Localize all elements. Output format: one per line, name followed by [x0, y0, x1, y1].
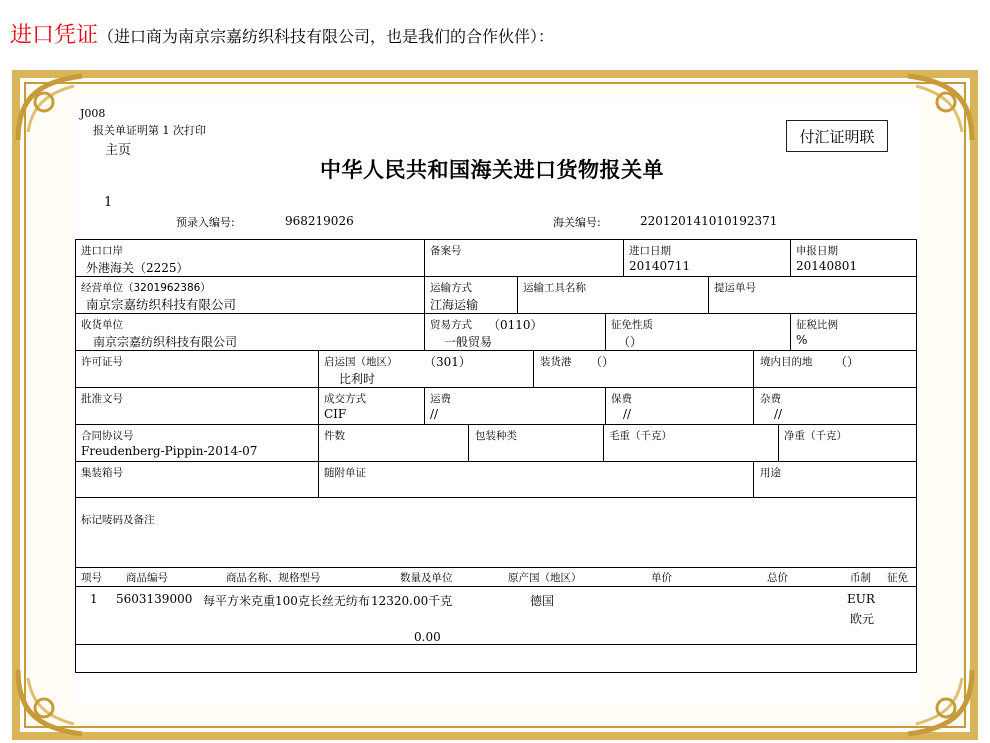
destination-value: （） [835, 355, 860, 369]
goods-sub-quantity: 0.00 [414, 630, 441, 644]
grid-line [778, 424, 779, 461]
consignee-label: 收货单位 [81, 319, 123, 331]
grid-line [75, 567, 917, 568]
goods-header-quantity: 数量及单位 [400, 572, 453, 584]
tax-ratio-label: 征税比例 [796, 319, 838, 331]
grid-line [623, 239, 624, 276]
documents-label: 随附单证 [324, 467, 366, 479]
destination-label: 境内目的地 [760, 356, 813, 368]
grid-line [753, 461, 754, 497]
package-label: 包装种类 [475, 430, 517, 442]
grid-line [468, 424, 469, 461]
import-date-label: 进口日期 [629, 245, 671, 257]
declare-date-label: 申报日期 [796, 245, 838, 257]
grid-line [75, 461, 917, 462]
goods-item-no: 1 [90, 592, 98, 606]
use-label: 用途 [760, 467, 781, 479]
stamp-box: 付汇证明联 [786, 120, 888, 152]
grid-line [75, 276, 917, 277]
operator-value: 南京宗嘉纺织科技有限公司 [86, 297, 237, 312]
page-label: 主页 [105, 143, 132, 158]
record-label: 备案号 [430, 245, 462, 257]
grid-line [424, 387, 425, 424]
goods-header-origin: 原产国（地区） [508, 572, 582, 584]
misc-label: 杂费 [760, 393, 781, 405]
pieces-label: 件数 [324, 430, 345, 442]
trade-value: 一般贸易 [444, 335, 493, 349]
goods-header-name: 商品名称、规格型号 [226, 572, 321, 584]
contract-label: 合同协议号 [81, 430, 134, 442]
approval-label: 批准文号 [81, 393, 123, 405]
grid-line [605, 387, 606, 424]
declare-date-value: 20140801 [796, 259, 858, 273]
freight-value: // [430, 407, 439, 421]
port-value: 外港海关（2225） [86, 261, 189, 275]
marks-label: 标记唛码及备注 [81, 514, 155, 526]
grid-line [75, 424, 917, 425]
loading-port-value: （） [590, 355, 615, 369]
goods-origin: 德国 [530, 594, 555, 608]
grid-line [916, 239, 917, 673]
grid-line [75, 387, 917, 388]
heading-title: 进口凭证 [10, 23, 99, 48]
goods-header-item-no: 项号 [81, 572, 102, 584]
net-weight-label: 净重（千克） [784, 430, 847, 442]
bill-label: 提运单号 [714, 282, 756, 294]
goods-name: 每平方米克重100克长丝无纺布 [203, 594, 370, 608]
grid-line [605, 313, 606, 350]
contract-value: Freudenberg-Pippin-2014-07 [81, 444, 258, 458]
grid-line [75, 586, 917, 587]
grid-line [75, 350, 917, 351]
import-date-value: 20140711 [629, 259, 691, 273]
exemption-value: （） [618, 335, 643, 349]
grid-line [318, 350, 319, 497]
grid-line [75, 239, 76, 673]
grid-line [533, 350, 534, 387]
page-heading [10, 18, 554, 49]
transport-value: 江海运输 [430, 298, 479, 312]
container-label: 集装箱号 [81, 467, 123, 479]
goods-quantity: 12320.00千克 [371, 594, 453, 608]
origin-country-label: 启运国（地区） [324, 356, 398, 368]
goods-currency-code: EUR [847, 592, 875, 606]
grid-line [753, 387, 754, 424]
vessel-label: 运输工具名称 [523, 282, 586, 294]
trade-label: 贸易方式 [430, 319, 472, 331]
exemption-label: 征免性质 [611, 319, 653, 331]
goods-header-code: 商品编号 [126, 572, 168, 584]
grid-line [75, 644, 917, 645]
operator-label: 经营单位（3201962386） [81, 282, 211, 294]
declaration-paper [74, 100, 920, 706]
insurance-value: // [623, 407, 632, 421]
pre-entry-label: 预录入编号: [176, 216, 235, 229]
loading-port-label: 装货港 [540, 356, 572, 368]
form-title: 中华人民共和国海关进口货物报关单 [320, 158, 664, 182]
grid-line [753, 350, 754, 387]
deal-value: CIF [324, 407, 347, 421]
customs-number: 220120141010192371 [640, 214, 778, 228]
grid-line [424, 239, 425, 350]
grid-line [790, 313, 791, 350]
misc-value: // [774, 407, 783, 421]
trade-code: （0110） [488, 318, 543, 332]
goods-header-currency: 币制 [850, 572, 871, 584]
grid-line [790, 239, 791, 276]
heading-subtitle: （进口商为南京宗嘉纺织科技有限公司，也是我们的合作伙伴）： [98, 27, 555, 46]
freight-label: 运费 [430, 393, 451, 405]
tax-ratio-value: % [796, 333, 808, 347]
gross-weight-label: 毛重（千克） [609, 430, 672, 442]
transport-label: 运输方式 [430, 282, 472, 294]
customs-label: 海关编号: [553, 216, 601, 229]
license-label: 许可证号 [81, 356, 123, 368]
origin-country-value: 比利时 [339, 372, 376, 386]
grid-line [603, 424, 604, 461]
insurance-label: 保费 [611, 393, 632, 405]
port-label: 进口口岸 [81, 245, 123, 257]
grid-line [75, 497, 917, 498]
pre-entry-number: 968219026 [285, 214, 354, 228]
grid-line [517, 276, 518, 313]
page-number: 1 [104, 195, 113, 210]
grid-line [708, 276, 709, 313]
form-code: J008 [80, 107, 106, 120]
print-note: 报关单证明第 1 次打印 [93, 124, 206, 137]
goods-header-exemption: 征免 [887, 572, 908, 584]
consignee-value: 南京宗嘉纺织科技有限公司 [93, 335, 238, 349]
origin-country-code: （301） [424, 355, 471, 369]
goods-code: 5603139000 [116, 592, 193, 606]
deal-label: 成交方式 [324, 393, 366, 405]
goods-header-total: 总价 [767, 572, 788, 584]
goods-header-unit-price: 单价 [651, 572, 672, 584]
goods-currency-name: 欧元 [850, 612, 875, 626]
grid-line [75, 672, 917, 673]
